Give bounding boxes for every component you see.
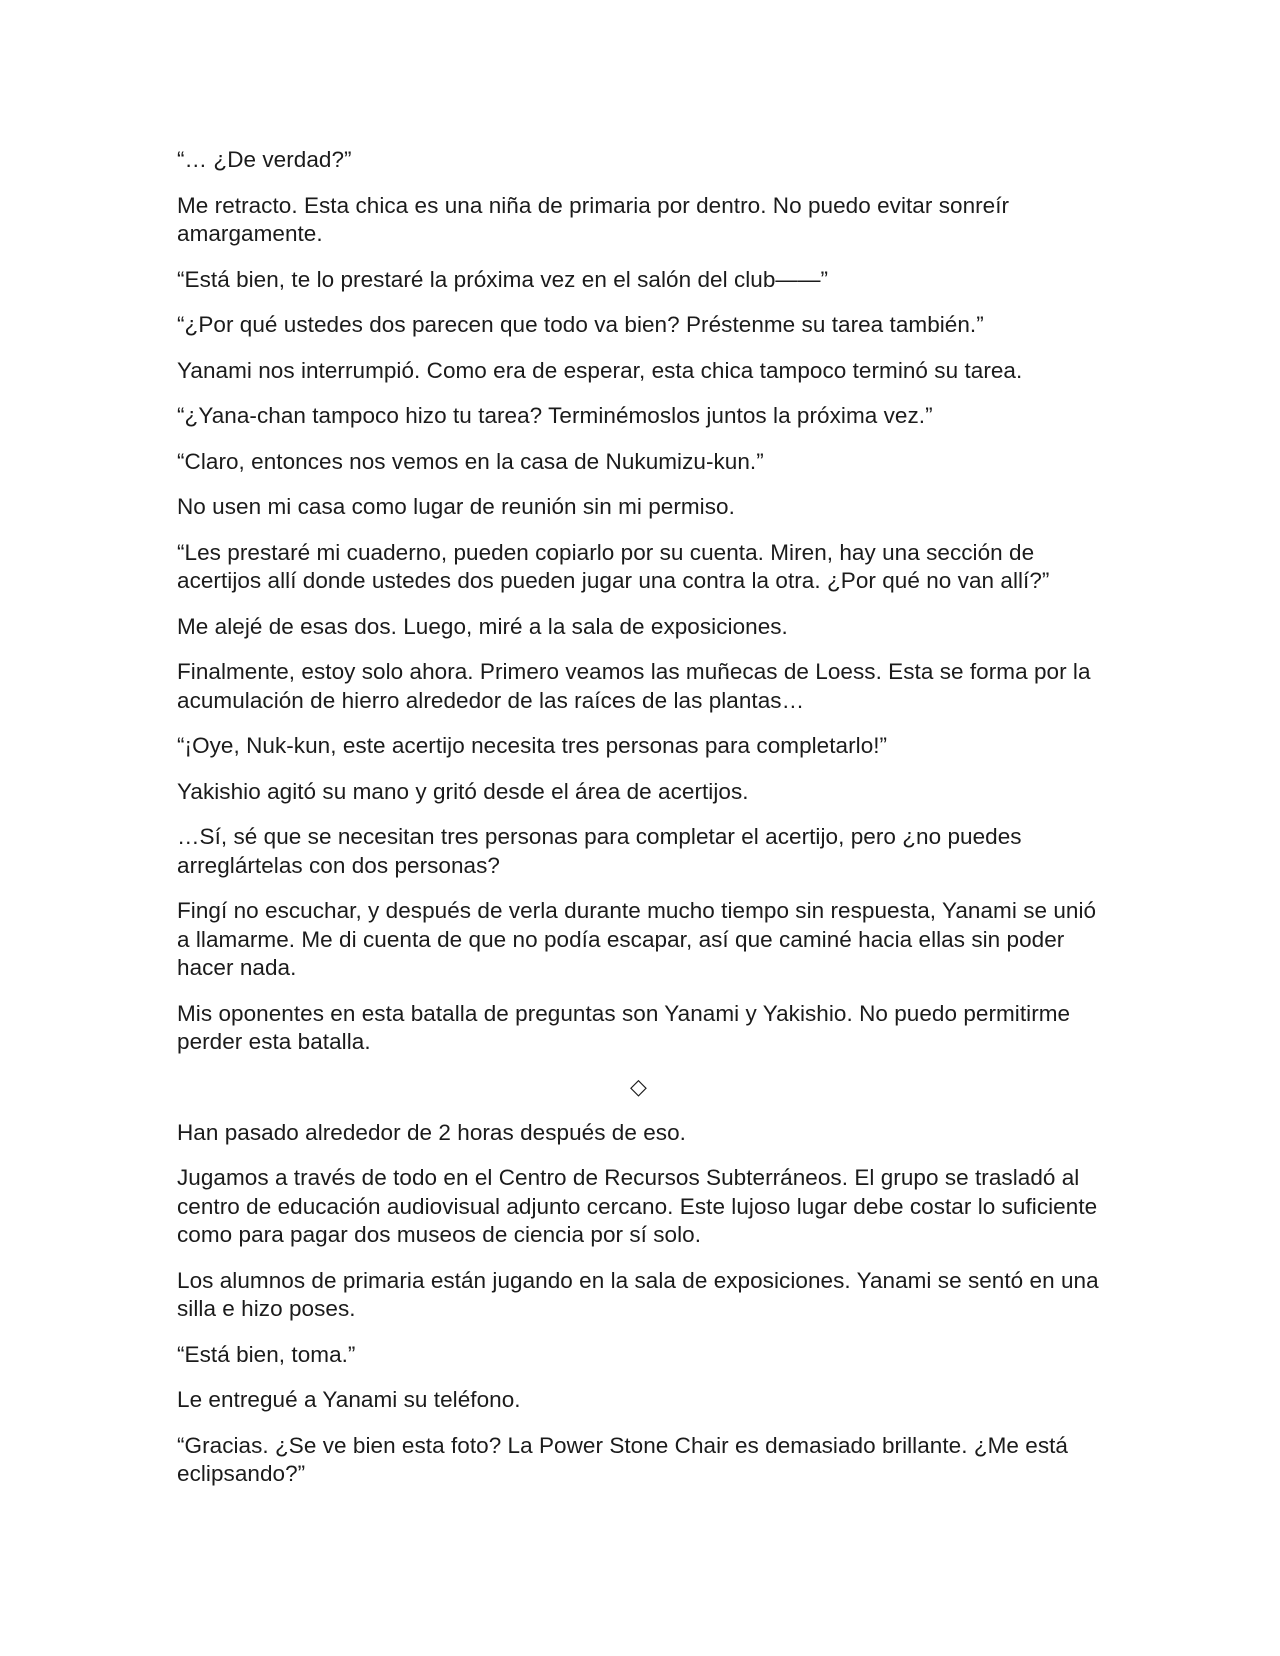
paragraph: …Sí, sé que se necesitan tres personas para completar el acertijo, pero ¿no puedes arreglártelas con dos personas?: [177, 824, 1022, 878]
paragraph: Jugamos a través de todo en el Centro de Recursos Subterráneos. El grupo se trasladó al centro de educación audiovisual adjunto cercano. Este lujoso lugar debe costar lo suficiente como para pagar dos museos de ciencia por sí solo.: [177, 1165, 1098, 1247]
paragraph: Mis oponentes en esta batalla de preguntas son Yanami y Yakishio. No puedo permitirme perder esta batalla.: [177, 1000, 1071, 1054]
paragraph: “¿Por qué ustedes dos parecen que todo va bien? Préstenme su tarea también.”: [177, 312, 984, 337]
paragraph: “¿Yana-chan tampoco hizo tu tarea? Terminémoslos juntos la próxima vez.”: [177, 403, 933, 428]
paragraph: “… ¿De verdad?”: [177, 147, 352, 172]
paragraph: Yanami nos interrumpió. Como era de esperar, esta chica tampoco terminó su tarea.: [177, 357, 1023, 383]
paragraph: Finalmente, estoy solo ahora. Primero veamos las muñecas de Loess. Esta se forma por la acumulación de hierro alrededor de las raíces de las plantas…: [177, 659, 1091, 713]
paragraph: Me alejé de esas dos. Luego, miré a la sala de exposiciones.: [177, 613, 788, 639]
paragraph: “Está bien, toma.”: [177, 1341, 356, 1367]
paragraph: “Está bien, te lo prestaré la próxima vez en el salón del club——”: [177, 266, 829, 292]
paragraph: “Gracias. ¿Se ve bien esta foto? La Power Stone Chair es demasiado brillante. ¿Me está eclipsando?”: [177, 1432, 1068, 1486]
paragraph: “Claro, entonces nos vemos en la casa de Nukumizu-kun.”: [177, 448, 764, 474]
paragraph: Fingí no escuchar, y después de verla durante mucho tiempo sin respuesta, Yanami se unió a llamarme. Me di cuenta de que no podía escapar, así que caminé hacia ellas sin poder hacer nada.: [177, 898, 1097, 980]
paragraph: Le entregué a Yanami su teléfono.: [177, 1387, 521, 1412]
paragraph: “¡Oye, Nuk-kun, este acertijo necesita tres personas para completarlo!”: [177, 733, 888, 758]
paragraph: “Les prestaré mi cuaderno, pueden copiarlo por su cuenta. Miren, hay una sección de acertijos allí donde ustedes dos pueden jugar una contra la otra. ¿Por qué no van allí?”: [177, 539, 1050, 593]
paragraph: No usen mi casa como lugar de reunión sin mi permiso.: [177, 494, 735, 519]
paragraph: Los alumnos de primaria están jugando en la sala de exposiciones. Yanami se sentó en una silla e hizo poses.: [177, 1267, 1099, 1321]
paragraph: Han pasado alrededor de 2 horas después de eso.: [177, 1119, 686, 1145]
paragraph: Me retracto. Esta chica es una niña de primaria por dentro. No puedo evitar sonreír amargamente.: [177, 192, 1010, 246]
scene-break-diamond-icon: ◇: [630, 1074, 647, 1100]
paragraph: Yakishio agitó su mano y gritó desde el área de acertijos.: [177, 778, 749, 804]
